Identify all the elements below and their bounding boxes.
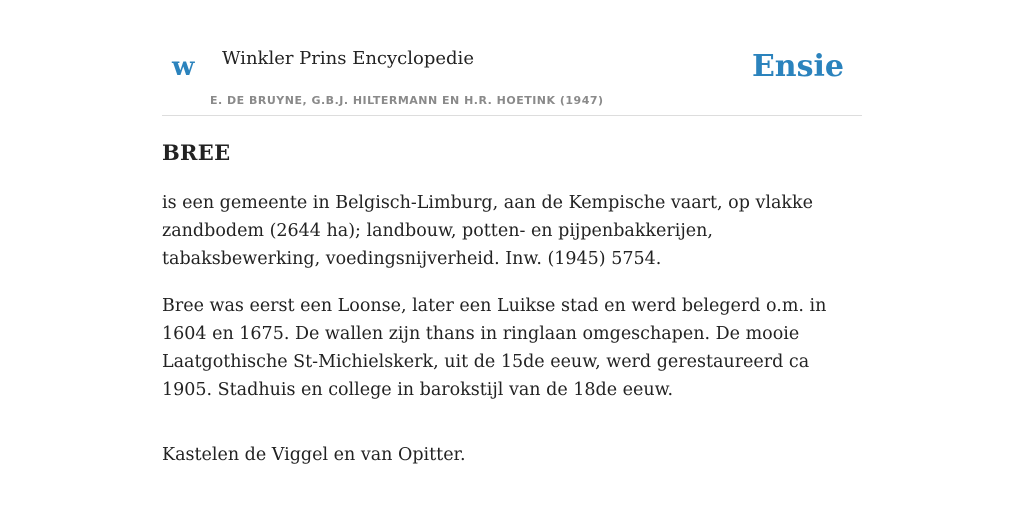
encyclopedia-authors: E. DE BRUYNE, G.B.J. HILTERMANN EN H.R. HOETINK (1947) — [210, 94, 604, 107]
entry-paragraph: Bree was eerst een Loonse, later een Luikse stad en werd belegerd o.m. in 1604 en 1675. De wallen zijn thans in ringlaan omgeschapen. De mooie Laatgothische St-Michielskerk, uit de 15de eeuw, werd gerestaureerd ca 1905. Stadhuis en college in barokstijl van de 18de eeuw. — [162, 296, 827, 401]
entry-headword: BREE — [162, 140, 231, 165]
entry-paragraph: is een gemeente in Belgisch-Limburg, aan de Kempische vaart, op vlakke zandbodem (2644 ha); landbouw, potten- en pijpenbakkerijen, tabaksbewerking, voedingsnijverheid. Inw. (1945) 5754. — [162, 193, 813, 270]
ensie-brand-logo[interactable]: Ensie — [751, 49, 844, 84]
encyclopedia-logo-icon[interactable]: w — [172, 52, 195, 82]
entry-article — [162, 140, 862, 488]
site-header — [162, 40, 862, 116]
encyclopedia-title[interactable]: Winkler Prins Encyclopedie — [222, 48, 474, 69]
entry-paragraph: Kastelen de Viggel en van Opitter. — [162, 445, 466, 466]
